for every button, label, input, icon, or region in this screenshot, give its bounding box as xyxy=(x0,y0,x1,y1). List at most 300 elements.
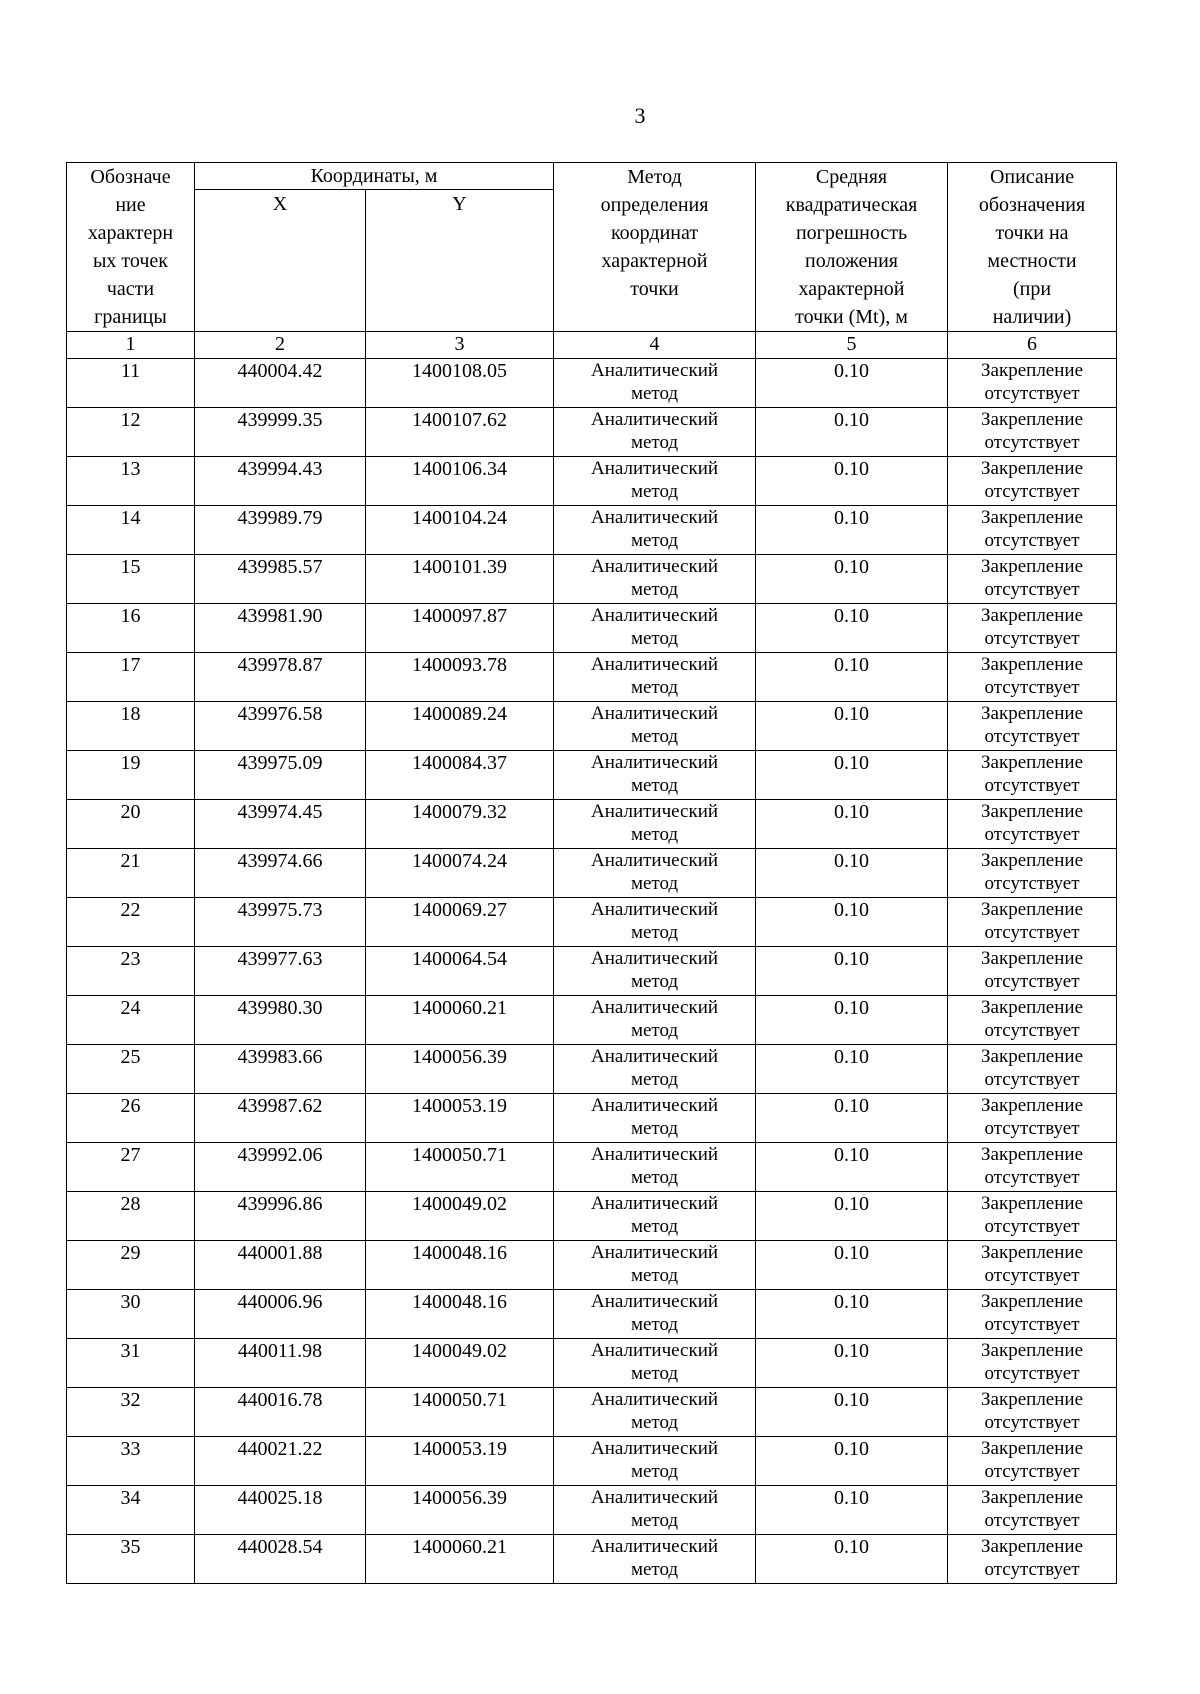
description-cell xyxy=(948,800,1117,849)
point-id-cell-text: 26 xyxy=(120,1095,141,1117)
table-row xyxy=(67,947,1117,996)
point-id-cell xyxy=(67,457,195,506)
point-id-cell-text: 30 xyxy=(120,1291,141,1313)
table-row xyxy=(67,1241,1117,1290)
description-cell-text: Закрепление xyxy=(981,1536,1083,1557)
method-cell-text: Аналитический xyxy=(590,850,719,871)
method-cell-text: Аналитический xyxy=(590,1095,719,1116)
method-cell xyxy=(554,849,756,898)
method-cell-text: Аналитический xyxy=(590,899,719,920)
header-coordinates: Координаты, м xyxy=(195,163,554,190)
column-number: 3 xyxy=(366,332,554,359)
point-id-cell xyxy=(67,800,195,849)
description-cell-text: Закрепление xyxy=(981,458,1083,479)
method-cell-text: метод xyxy=(630,1069,679,1090)
method-cell xyxy=(554,1388,756,1437)
method-cell-text: метод xyxy=(630,971,679,992)
table-row xyxy=(67,849,1117,898)
y-coordinate-cell xyxy=(366,1535,554,1584)
description-cell-text: Закрепление xyxy=(981,1340,1083,1361)
x-coordinate-cell-text: 439975.09 xyxy=(237,752,323,774)
description-cell-text: отсутствует xyxy=(984,1510,1080,1531)
x-coordinate-cell xyxy=(195,653,366,702)
description-cell xyxy=(948,555,1117,604)
description-cell-text: Закрепление xyxy=(981,1438,1083,1459)
x-coordinate-cell-text: 440004.42 xyxy=(237,360,323,382)
y-coordinate-cell-text: 1400050.71 xyxy=(412,1389,507,1411)
mt-cell xyxy=(756,1192,948,1241)
method-cell-text: метод xyxy=(630,726,679,747)
y-coordinate-cell-text: 1400060.21 xyxy=(412,997,507,1019)
point-id-cell-text: 20 xyxy=(120,801,141,823)
method-cell-text: Аналитический xyxy=(590,1487,719,1508)
description-cell-text: отсутствует xyxy=(984,1412,1080,1433)
method-cell-text: Аналитический xyxy=(590,997,719,1018)
method-cell-text: Аналитический xyxy=(590,948,719,969)
method-cell-text: метод xyxy=(630,1559,679,1580)
description-cell-text: Закрепление xyxy=(981,1291,1083,1312)
description-cell xyxy=(948,604,1117,653)
y-coordinate-cell-text: 1400089.24 xyxy=(412,703,507,725)
y-coordinate-cell xyxy=(366,359,554,408)
method-cell-text: метод xyxy=(630,824,679,845)
description-cell-text: отсутствует xyxy=(984,383,1080,404)
description-cell-text: отсутствует xyxy=(984,1363,1080,1384)
point-id-cell-text: 28 xyxy=(120,1193,141,1215)
description-cell-text: отсутствует xyxy=(984,1216,1080,1237)
x-coordinate-cell xyxy=(195,1486,366,1535)
method-cell-text: метод xyxy=(630,628,679,649)
mt-cell-text: 0.10 xyxy=(834,458,870,480)
page-number: 3 xyxy=(634,103,646,128)
y-coordinate-cell-text: 1400056.39 xyxy=(412,1487,507,1509)
y-coordinate-cell xyxy=(366,996,554,1045)
method-cell xyxy=(554,751,756,800)
method-cell-text: метод xyxy=(630,432,679,453)
x-coordinate-cell xyxy=(195,506,366,555)
point-id-cell xyxy=(67,604,195,653)
method-cell-text: Аналитический xyxy=(590,1046,719,1067)
description-cell xyxy=(948,1045,1117,1094)
point-id-cell xyxy=(67,1486,195,1535)
method-cell-text: метод xyxy=(630,922,679,943)
table-row xyxy=(67,1045,1117,1094)
x-coordinate-cell xyxy=(195,359,366,408)
column-number: 4 xyxy=(554,332,756,359)
table-row xyxy=(67,751,1117,800)
point-id-cell xyxy=(67,1290,195,1339)
y-coordinate-cell xyxy=(366,1339,554,1388)
table-row xyxy=(67,653,1117,702)
description-cell xyxy=(948,1535,1117,1584)
mt-cell-text: 0.10 xyxy=(834,360,870,382)
mt-cell-text: 0.10 xyxy=(834,1242,870,1264)
description-cell xyxy=(948,408,1117,457)
x-coordinate-cell xyxy=(195,947,366,996)
y-coordinate-cell-text: 1400069.27 xyxy=(412,899,507,921)
y-coordinate-cell xyxy=(366,653,554,702)
x-coordinate-cell-text: 439994.43 xyxy=(237,458,323,480)
method-cell-text: Аналитический xyxy=(590,1536,719,1557)
method-cell-text: Аналитический xyxy=(590,556,719,577)
x-coordinate-cell-text: 439974.66 xyxy=(237,850,323,872)
x-coordinate-cell-text: 440001.88 xyxy=(237,1242,323,1264)
description-cell-text: Закрепление xyxy=(981,899,1083,920)
mt-cell xyxy=(756,996,948,1045)
mt-cell-text: 0.10 xyxy=(834,948,870,970)
method-cell-text: метод xyxy=(630,383,679,404)
mt-cell-text: 0.10 xyxy=(834,1046,870,1068)
point-id-cell-text: 25 xyxy=(120,1046,141,1068)
method-cell-text: метод xyxy=(630,1265,679,1286)
y-coordinate-cell xyxy=(366,947,554,996)
mt-cell xyxy=(756,1290,948,1339)
method-cell-text: Аналитический xyxy=(590,1438,719,1459)
point-id-cell-text: 34 xyxy=(120,1487,141,1509)
description-cell-text: отсутствует xyxy=(984,1461,1080,1482)
method-cell-text: метод xyxy=(630,1020,679,1041)
table-row xyxy=(67,408,1117,457)
description-cell-text: отсутствует xyxy=(984,775,1080,796)
description-cell-text: отсутствует xyxy=(984,530,1080,551)
description-cell-text: отсутствует xyxy=(984,481,1080,502)
mt-cell xyxy=(756,359,948,408)
column-number: 6 xyxy=(948,332,1117,359)
description-cell-text: отсутствует xyxy=(984,873,1080,894)
x-coordinate-cell-text: 439983.66 xyxy=(237,1046,323,1068)
mt-cell-text: 0.10 xyxy=(834,1193,870,1215)
y-coordinate-cell xyxy=(366,1486,554,1535)
y-coordinate-cell-text: 1400108.05 xyxy=(412,360,507,382)
mt-cell xyxy=(756,653,948,702)
mt-cell xyxy=(756,1094,948,1143)
point-id-cell-text: 33 xyxy=(120,1438,141,1460)
y-coordinate-cell xyxy=(366,1437,554,1486)
x-coordinate-cell xyxy=(195,1535,366,1584)
mt-cell-text: 0.10 xyxy=(834,654,870,676)
method-cell-text: метод xyxy=(630,1314,679,1335)
x-coordinate-cell-text: 439999.35 xyxy=(237,409,323,431)
point-id-cell xyxy=(67,506,195,555)
method-cell xyxy=(554,1486,756,1535)
method-cell-text: Аналитический xyxy=(590,409,719,430)
x-coordinate-cell-text: 439989.79 xyxy=(237,507,323,529)
mt-cell xyxy=(756,1339,948,1388)
table-row xyxy=(67,506,1117,555)
description-cell-text: отсутствует xyxy=(984,677,1080,698)
x-coordinate-cell xyxy=(195,1339,366,1388)
table-row xyxy=(67,800,1117,849)
method-cell-text: метод xyxy=(630,1118,679,1139)
mt-cell-text: 0.10 xyxy=(834,409,870,431)
header-method: Метод определения координат характерной точки xyxy=(554,163,756,332)
description-cell-text: Закрепление xyxy=(981,1487,1083,1508)
x-coordinate-cell-text: 439992.06 xyxy=(237,1144,323,1166)
mt-cell-text: 0.10 xyxy=(834,1487,870,1509)
mt-cell xyxy=(756,1437,948,1486)
x-coordinate-cell xyxy=(195,457,366,506)
method-cell-text: метод xyxy=(630,1412,679,1433)
y-coordinate-cell-text: 1400049.02 xyxy=(412,1193,507,1215)
y-coordinate-cell xyxy=(366,1290,554,1339)
description-cell xyxy=(948,1486,1117,1535)
mt-cell-text: 0.10 xyxy=(834,605,870,627)
y-coordinate-cell xyxy=(366,1388,554,1437)
method-cell-text: Аналитический xyxy=(590,654,719,675)
y-coordinate-cell xyxy=(366,1045,554,1094)
x-coordinate-cell-text: 440016.78 xyxy=(237,1389,323,1411)
x-coordinate-cell xyxy=(195,1388,366,1437)
description-cell xyxy=(948,849,1117,898)
point-id-cell-text: 29 xyxy=(120,1242,141,1264)
y-coordinate-cell-text: 1400064.54 xyxy=(412,948,507,970)
description-cell-text: Закрепление xyxy=(981,850,1083,871)
y-coordinate-cell xyxy=(366,506,554,555)
mt-cell xyxy=(756,751,948,800)
x-coordinate-cell xyxy=(195,996,366,1045)
point-id-cell-text: 17 xyxy=(120,654,141,676)
x-coordinate-cell-text: 439976.58 xyxy=(237,703,323,725)
table-row xyxy=(67,1388,1117,1437)
point-id-cell-text: 12 xyxy=(120,409,141,431)
description-cell-text: отсутствует xyxy=(984,726,1080,747)
y-coordinate-cell-text: 1400048.16 xyxy=(412,1291,507,1313)
table-row xyxy=(67,996,1117,1045)
y-coordinate-cell-text: 1400093.78 xyxy=(412,654,507,676)
table-row xyxy=(67,1339,1117,1388)
point-id-cell xyxy=(67,947,195,996)
y-coordinate-cell-text: 1400048.16 xyxy=(412,1242,507,1264)
mt-cell xyxy=(756,1486,948,1535)
x-coordinate-cell xyxy=(195,1241,366,1290)
point-id-cell xyxy=(67,653,195,702)
method-cell-text: метод xyxy=(630,1167,679,1188)
y-coordinate-cell-text: 1400101.39 xyxy=(412,556,507,578)
description-cell xyxy=(948,1290,1117,1339)
point-id-cell xyxy=(67,1045,195,1094)
description-cell-text: Закрепление xyxy=(981,752,1083,773)
mt-cell-text: 0.10 xyxy=(834,1438,870,1460)
point-id-cell-text: 18 xyxy=(120,703,141,725)
x-coordinate-cell-text: 440028.54 xyxy=(237,1536,323,1558)
point-id-cell-text: 24 xyxy=(120,997,141,1019)
point-id-cell-text: 16 xyxy=(120,605,141,627)
table-row xyxy=(67,898,1117,947)
method-cell-text: Аналитический xyxy=(590,1389,719,1410)
coordinates-table xyxy=(66,162,1117,1584)
mt-cell-text: 0.10 xyxy=(834,1389,870,1411)
table-row xyxy=(67,1535,1117,1584)
description-cell-text: отсутствует xyxy=(984,824,1080,845)
table-row xyxy=(67,702,1117,751)
header-description: Описание обозначения точки на местности (при наличии) xyxy=(948,163,1117,332)
y-coordinate-cell xyxy=(366,898,554,947)
point-id-cell-text: 19 xyxy=(120,752,141,774)
description-cell-text: Закрепление xyxy=(981,1389,1083,1410)
x-coordinate-cell xyxy=(195,408,366,457)
x-coordinate-cell-text: 439975.73 xyxy=(237,899,323,921)
method-cell-text: метод xyxy=(630,1363,679,1384)
description-cell xyxy=(948,506,1117,555)
method-cell-text: Аналитический xyxy=(590,801,719,822)
description-cell-text: отсутствует xyxy=(984,1020,1080,1041)
description-cell xyxy=(948,1143,1117,1192)
y-coordinate-cell xyxy=(366,1094,554,1143)
description-cell-text: Закрепление xyxy=(981,507,1083,528)
description-cell-text: Закрепление xyxy=(981,360,1083,381)
mt-cell xyxy=(756,898,948,947)
description-cell xyxy=(948,751,1117,800)
y-coordinate-cell-text: 1400079.32 xyxy=(412,801,507,823)
table-row xyxy=(67,1192,1117,1241)
y-coordinate-cell xyxy=(366,408,554,457)
x-coordinate-cell xyxy=(195,800,366,849)
table-row xyxy=(67,604,1117,653)
x-coordinate-cell xyxy=(195,898,366,947)
mt-cell xyxy=(756,1388,948,1437)
point-id-cell xyxy=(67,849,195,898)
description-cell-text: отсутствует xyxy=(984,922,1080,943)
point-id-cell xyxy=(67,1241,195,1290)
method-cell-text: Аналитический xyxy=(590,1242,719,1263)
method-cell-text: Аналитический xyxy=(590,1144,719,1165)
description-cell-text: Закрепление xyxy=(981,948,1083,969)
y-coordinate-cell xyxy=(366,1192,554,1241)
method-cell-text: Аналитический xyxy=(590,605,719,626)
method-cell-text: метод xyxy=(630,677,679,698)
method-cell xyxy=(554,1192,756,1241)
mt-cell xyxy=(756,947,948,996)
description-cell-text: отсутствует xyxy=(984,1559,1080,1580)
point-id-cell xyxy=(67,1143,195,1192)
y-coordinate-cell xyxy=(366,604,554,653)
x-coordinate-cell xyxy=(195,1143,366,1192)
x-coordinate-cell-text: 440021.22 xyxy=(237,1438,323,1460)
description-cell xyxy=(948,1094,1117,1143)
mt-cell-text: 0.10 xyxy=(834,752,870,774)
mt-cell-text: 0.10 xyxy=(834,850,870,872)
column-numbers-row xyxy=(67,332,1117,359)
x-coordinate-cell xyxy=(195,751,366,800)
point-id-cell xyxy=(67,1388,195,1437)
description-cell-text: Закрепление xyxy=(981,654,1083,675)
method-cell-text: Аналитический xyxy=(590,507,719,528)
x-coordinate-cell xyxy=(195,555,366,604)
description-cell-text: Закрепление xyxy=(981,1242,1083,1263)
description-cell xyxy=(948,898,1117,947)
method-cell-text: метод xyxy=(630,530,679,551)
method-cell-text: Аналитический xyxy=(590,1291,719,1312)
table-row xyxy=(67,1486,1117,1535)
y-coordinate-cell-text: 1400106.34 xyxy=(412,458,507,480)
method-cell xyxy=(554,359,756,408)
point-id-cell xyxy=(67,1339,195,1388)
y-coordinate-cell xyxy=(366,1143,554,1192)
point-id-cell-text: 13 xyxy=(120,458,141,480)
mt-cell-text: 0.10 xyxy=(834,703,870,725)
x-coordinate-cell-text: 439981.90 xyxy=(237,605,323,627)
table-row xyxy=(67,1143,1117,1192)
method-cell xyxy=(554,1045,756,1094)
method-cell xyxy=(554,1437,756,1486)
x-coordinate-cell-text: 439987.62 xyxy=(237,1095,323,1117)
point-id-cell xyxy=(67,1192,195,1241)
method-cell-text: метод xyxy=(630,481,679,502)
point-id-cell xyxy=(67,408,195,457)
description-cell xyxy=(948,457,1117,506)
method-cell xyxy=(554,1094,756,1143)
x-coordinate-cell xyxy=(195,849,366,898)
method-cell xyxy=(554,1290,756,1339)
x-coordinate-cell-text: 439974.45 xyxy=(237,801,323,823)
description-cell-text: Закрепление xyxy=(981,997,1083,1018)
method-cell xyxy=(554,947,756,996)
x-coordinate-cell xyxy=(195,1192,366,1241)
description-cell-text: Закрепление xyxy=(981,409,1083,430)
mt-cell xyxy=(756,1045,948,1094)
header-row xyxy=(67,163,1117,190)
method-cell xyxy=(554,1143,756,1192)
method-cell-text: метод xyxy=(630,873,679,894)
y-coordinate-cell-text: 1400053.19 xyxy=(412,1095,507,1117)
point-id-cell xyxy=(67,1094,195,1143)
method-cell-text: Аналитический xyxy=(590,458,719,479)
x-coordinate-cell-text: 440025.18 xyxy=(237,1487,323,1509)
point-id-cell-text: 15 xyxy=(120,556,141,578)
method-cell-text: метод xyxy=(630,579,679,600)
point-id-cell-text: 31 xyxy=(120,1340,141,1362)
mt-cell xyxy=(756,1143,948,1192)
description-cell-text: отсутствует xyxy=(984,1118,1080,1139)
method-cell-text: Аналитический xyxy=(590,1193,719,1214)
mt-cell xyxy=(756,849,948,898)
method-cell xyxy=(554,800,756,849)
point-id-cell xyxy=(67,996,195,1045)
description-cell-text: Закрепление xyxy=(981,1046,1083,1067)
description-cell-text: Закрепление xyxy=(981,1193,1083,1214)
x-coordinate-cell-text: 439977.63 xyxy=(237,948,323,970)
mt-cell-text: 0.10 xyxy=(834,997,870,1019)
description-cell-text: Закрепление xyxy=(981,605,1083,626)
table-row xyxy=(67,1094,1117,1143)
method-cell xyxy=(554,1241,756,1290)
point-id-cell xyxy=(67,751,195,800)
x-coordinate-cell xyxy=(195,1094,366,1143)
column-number: 2 xyxy=(195,332,366,359)
header-designation: Обозначе ние характерн ых точек части границы xyxy=(67,163,195,332)
y-coordinate-cell xyxy=(366,849,554,898)
mt-cell-text: 0.10 xyxy=(834,1291,870,1313)
table-row xyxy=(67,1290,1117,1339)
point-id-cell-text: 32 xyxy=(120,1389,141,1411)
y-coordinate-cell-text: 1400050.71 xyxy=(412,1144,507,1166)
y-coordinate-cell xyxy=(366,555,554,604)
point-id-cell-text: 27 xyxy=(120,1144,141,1166)
description-cell-text: отсутствует xyxy=(984,1265,1080,1286)
method-cell xyxy=(554,653,756,702)
description-cell-text: Закрепление xyxy=(981,556,1083,577)
x-coordinate-cell xyxy=(195,604,366,653)
y-coordinate-cell xyxy=(366,751,554,800)
method-cell xyxy=(554,996,756,1045)
mt-cell-text: 0.10 xyxy=(834,801,870,823)
description-cell xyxy=(948,1192,1117,1241)
y-coordinate-cell-text: 1400107.62 xyxy=(412,409,507,431)
description-cell xyxy=(948,702,1117,751)
description-cell xyxy=(948,947,1117,996)
y-coordinate-cell-text: 1400084.37 xyxy=(412,752,507,774)
method-cell-text: метод xyxy=(630,1216,679,1237)
